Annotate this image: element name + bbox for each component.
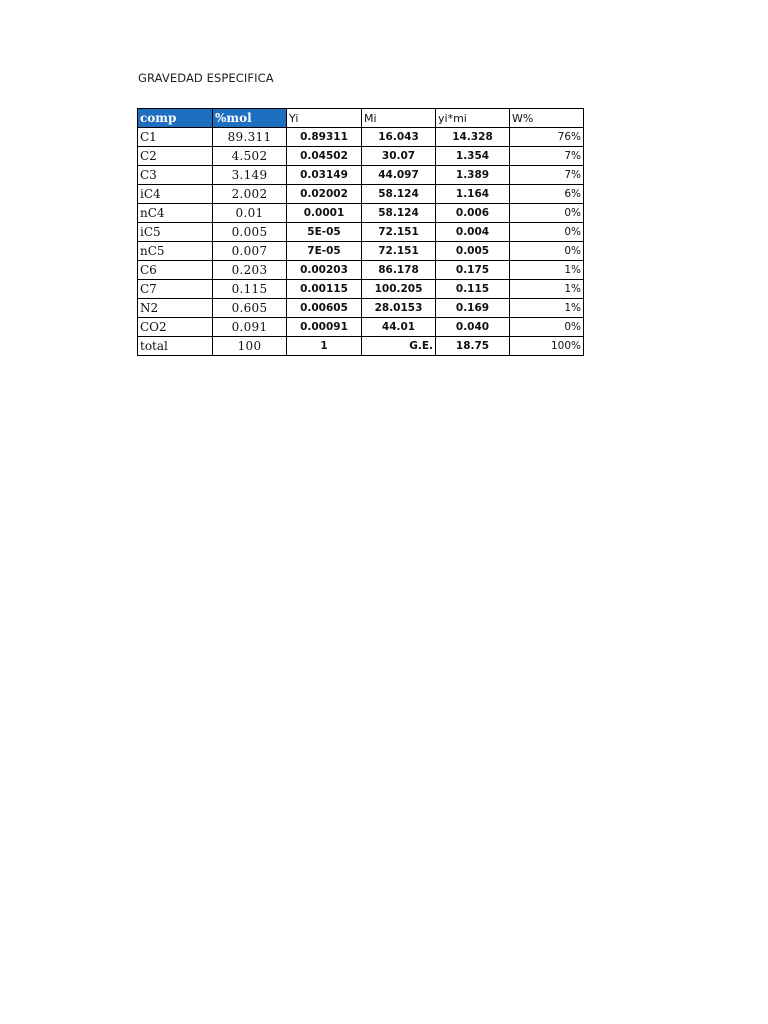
cell-yimi[interactable]: 0.169 <box>436 299 510 318</box>
cell-mol[interactable]: 3.149 <box>213 166 287 185</box>
cell-yi[interactable]: 0.00203 <box>287 261 362 280</box>
cell-yi[interactable]: 0.02002 <box>287 185 362 204</box>
cell-mi[interactable]: 28.0153 <box>362 299 436 318</box>
header-row <box>138 109 584 128</box>
cell-mi[interactable]: 16.043 <box>362 128 436 147</box>
table-row <box>138 185 584 204</box>
gravity-table <box>137 108 584 356</box>
cell-w[interactable]: 1% <box>510 280 584 299</box>
cell-yimi[interactable]: 14.328 <box>436 128 510 147</box>
cell-mol[interactable]: 2.002 <box>213 185 287 204</box>
cell-yi[interactable]: 0.04502 <box>287 147 362 166</box>
header-mi[interactable]: Mi <box>362 109 436 128</box>
table-row <box>138 261 584 280</box>
page-title: GRAVEDAD ESPECIFICA <box>138 71 274 85</box>
cell-mol[interactable]: 0.01 <box>213 204 287 223</box>
cell-mol[interactable]: 0.115 <box>213 280 287 299</box>
cell-yimi[interactable]: 1.164 <box>436 185 510 204</box>
cell-mol[interactable]: 0.605 <box>213 299 287 318</box>
cell-mi[interactable]: 30.07 <box>362 147 436 166</box>
cell-comp[interactable]: C1 <box>138 128 213 147</box>
cell-mol[interactable]: 4.502 <box>213 147 287 166</box>
cell-yi[interactable]: 7E-05 <box>287 242 362 261</box>
cell-comp[interactable]: iC5 <box>138 223 213 242</box>
cell-mol[interactable]: 0.005 <box>213 223 287 242</box>
header-mol[interactable]: %mol <box>213 109 287 128</box>
table-row <box>138 280 584 299</box>
cell-mi[interactable]: 72.151 <box>362 223 436 242</box>
table-row <box>138 223 584 242</box>
table-row <box>138 318 584 337</box>
cell-comp[interactable]: nC5 <box>138 242 213 261</box>
cell-mi[interactable]: 44.097 <box>362 166 436 185</box>
cell-comp[interactable]: C2 <box>138 147 213 166</box>
total-yi[interactable]: 1 <box>287 337 362 356</box>
cell-comp[interactable]: C7 <box>138 280 213 299</box>
cell-w[interactable]: 76% <box>510 128 584 147</box>
cell-mi[interactable]: 58.124 <box>362 185 436 204</box>
header-yi[interactable]: Yi <box>287 109 362 128</box>
total-label[interactable]: total <box>138 337 213 356</box>
cell-comp[interactable]: N2 <box>138 299 213 318</box>
cell-w[interactable]: 7% <box>510 147 584 166</box>
cell-yi[interactable]: 0.03149 <box>287 166 362 185</box>
cell-w[interactable]: 6% <box>510 185 584 204</box>
cell-yi[interactable]: 5E-05 <box>287 223 362 242</box>
cell-yimi[interactable]: 0.006 <box>436 204 510 223</box>
header-comp[interactable]: comp <box>138 109 213 128</box>
table-row <box>138 299 584 318</box>
table-row <box>138 204 584 223</box>
cell-mol[interactable]: 89.311 <box>213 128 287 147</box>
table-row <box>138 147 584 166</box>
ge-label[interactable]: G.E. <box>362 337 436 356</box>
cell-yi[interactable]: 0.00605 <box>287 299 362 318</box>
cell-w[interactable]: 0% <box>510 242 584 261</box>
cell-w[interactable]: 7% <box>510 166 584 185</box>
cell-mol[interactable]: 0.091 <box>213 318 287 337</box>
cell-yimi[interactable]: 1.354 <box>436 147 510 166</box>
header-yimi[interactable]: yi*mi <box>436 109 510 128</box>
cell-mi[interactable]: 72.151 <box>362 242 436 261</box>
cell-comp[interactable]: C6 <box>138 261 213 280</box>
cell-w[interactable]: 1% <box>510 299 584 318</box>
cell-mi[interactable]: 58.124 <box>362 204 436 223</box>
cell-w[interactable]: 1% <box>510 261 584 280</box>
total-mol[interactable]: 100 <box>213 337 287 356</box>
total-w[interactable]: 100% <box>510 337 584 356</box>
cell-yimi[interactable]: 0.004 <box>436 223 510 242</box>
cell-yi[interactable]: 0.00115 <box>287 280 362 299</box>
header-w[interactable]: W% <box>510 109 584 128</box>
table-row <box>138 128 584 147</box>
cell-comp[interactable]: nC4 <box>138 204 213 223</box>
specific-gravity-value[interactable]: 18.75 <box>436 337 510 356</box>
cell-yimi[interactable]: 0.115 <box>436 280 510 299</box>
cell-yi[interactable]: 0.89311 <box>287 128 362 147</box>
cell-mi[interactable]: 44.01 <box>362 318 436 337</box>
cell-yimi[interactable]: 1.389 <box>436 166 510 185</box>
cell-w[interactable]: 0% <box>510 223 584 242</box>
table-row <box>138 242 584 261</box>
cell-mol[interactable]: 0.007 <box>213 242 287 261</box>
cell-yi[interactable]: 0.0001 <box>287 204 362 223</box>
table-row <box>138 166 584 185</box>
cell-w[interactable]: 0% <box>510 204 584 223</box>
cell-mi[interactable]: 100.205 <box>362 280 436 299</box>
total-row <box>138 337 584 356</box>
cell-yimi[interactable]: 0.005 <box>436 242 510 261</box>
cell-mol[interactable]: 0.203 <box>213 261 287 280</box>
cell-mi[interactable]: 86.178 <box>362 261 436 280</box>
cell-yi[interactable]: 0.00091 <box>287 318 362 337</box>
cell-comp[interactable]: CO2 <box>138 318 213 337</box>
cell-comp[interactable]: iC4 <box>138 185 213 204</box>
cell-yimi[interactable]: 0.175 <box>436 261 510 280</box>
cell-yimi[interactable]: 0.040 <box>436 318 510 337</box>
cell-w[interactable]: 0% <box>510 318 584 337</box>
cell-comp[interactable]: C3 <box>138 166 213 185</box>
